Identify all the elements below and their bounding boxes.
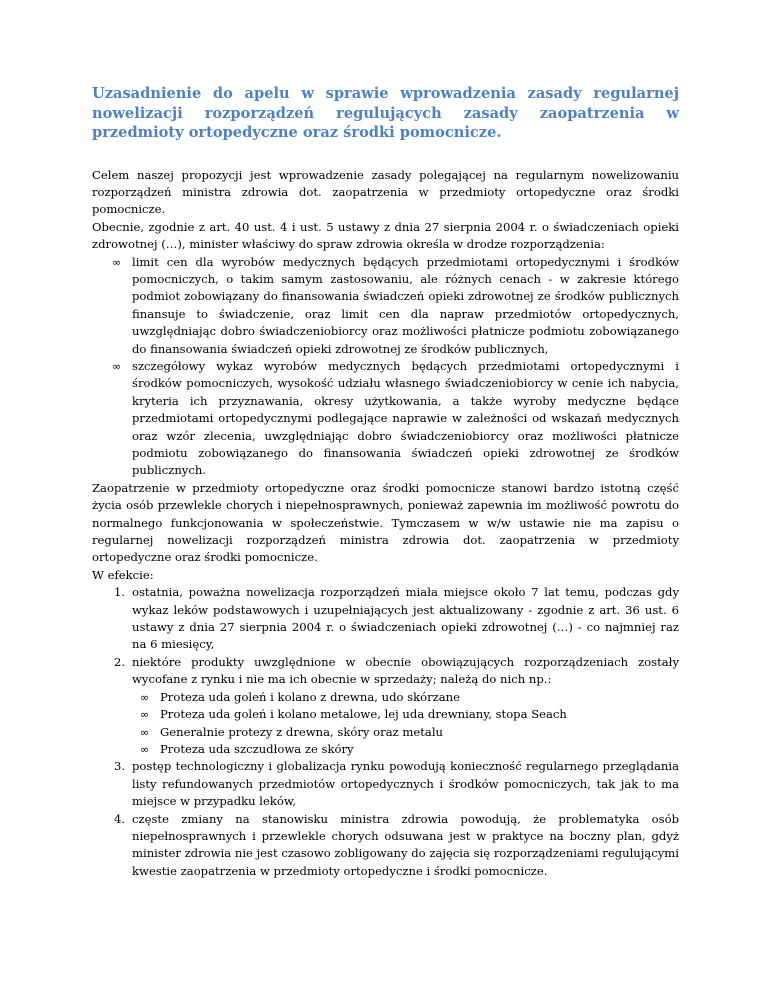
numbered-item-text: częste zmiany na stanowisku ministra zdrowia powodują, że problematyka osób niepełnosprawnych i przewlekle chorych odsuwana jest w praktyce na boczny plan, gdyż minister zdrowia nie jest czasowo zobligowany do zajęcia się rozporządzeniami regulującymi kwestie zaopatrzenia w przedmioty ortopedyczne i środki pomocnicze. <box>132 811 679 878</box>
infinity-bullet-icon: ∞ <box>140 690 150 704</box>
sublist-item-text: Proteza uda szczudłowa ze skóry <box>160 741 354 756</box>
infinity-bullet-icon: ∞ <box>140 725 150 739</box>
list-item <box>112 254 679 358</box>
paragraph-consequences-intro: W efekcie: <box>92 567 154 582</box>
item-number: 2. <box>114 654 126 669</box>
list-item-text: szczegółowy wykaz wyrobów medycznych będących przedmiotami ortopedycznymi i środków pomocniczych, wysokość udziału własnego świadczeniobiorcy w cenie ich nabycia, kryteria ich przyznawania, okresy użytkowania, a także wyroby medyczne będące przedmiotami ortopedycznymi podlegające naprawie w zależności od wskazań medycznych oraz wzór zlecenia, uwzględniając dobro świadczeniobiorcy oraz możliwości płatnicze podmiotu zobowiązanego do finansowania świadczeń opieki zdrowotnej ze środków publicznych. <box>132 358 679 478</box>
regulation-scope-list <box>92 254 679 480</box>
document-title: Uzasadnienie do apelu w sprawie wprowadzenia zasady regularnej nowelizacji rozporządzeń regulujących zasady zaopatrzenia w przedmioty ortopedyczne oraz środki pomocnicze. <box>92 85 679 141</box>
consequences-list <box>92 584 679 880</box>
numbered-item <box>114 654 679 758</box>
withdrawn-products-list <box>132 689 679 759</box>
item-number: 4. <box>114 811 126 826</box>
sublist-item-text: Generalnie protezy z drewna, skóry oraz metalu <box>160 724 443 739</box>
document-body <box>92 167 679 881</box>
sublist-item <box>140 689 679 706</box>
infinity-bullet-icon: ∞ <box>140 708 150 722</box>
list-item-text: limit cen dla wyrobów medycznych będących przedmiotami ortopedycznymi i środków pomocniczych, o takim samym zastosowaniu, ale różnych cenach - w zakresie którego podmiot zobowiązany do finansowania świadczeń opieki zdrowotnej ze środków publicznych finansuje to świadczenie, oraz limit cen dla napraw przedmiotów ortopedycznych, uwzględniając dobro świadczeniobiorcy oraz możliwości płatnicze podmiotu zobowiązanego do finansowania świadczeń opieki zdrowotnej ze środków publicznych, <box>132 254 679 356</box>
sublist-item <box>140 724 679 741</box>
infinity-bullet-icon: ∞ <box>112 255 122 269</box>
paragraph-purpose: Celem naszej propozycji jest wprowadzenie zasady polegającej na regularnym nowelizowaniu rozporządzeń ministra zdrowia dot. zaopatrzenia w przedmioty ortopedyczne oraz środki pomocnicze. <box>92 167 679 217</box>
numbered-item-text: postęp technologiczny i globalizacja rynku powodują konieczność regularnego przeglądania listy refundowanych przedmiotów ortopedycznych i środków pomocniczych, tak jak to ma miejsce w przypadku leków, <box>132 759 679 809</box>
item-number: 1. <box>114 585 126 600</box>
document-page <box>92 84 679 880</box>
sublist-item <box>140 706 679 723</box>
numbered-item <box>114 584 679 654</box>
numbered-item <box>114 811 679 881</box>
numbered-item <box>114 758 679 810</box>
infinity-bullet-icon: ∞ <box>112 359 122 373</box>
infinity-bullet-icon: ∞ <box>140 742 150 756</box>
list-item <box>112 358 679 480</box>
paragraph-legal-basis: Obecnie, zgodnie z art. 40 ust. 4 i ust. 5 ustawy z dnia 27 sierpnia 2004 r. o świadczeniach opieki zdrowotnej (…), minister właściwy do spraw zdrowia określa w drodze rozporządzenia: <box>92 219 679 252</box>
numbered-item-text: niektóre produkty uwzględnione w obecnie obowiązujących rozporządzeniach zostały wycofane z rynku i nie ma ich obecnie w sprzedaży; należą do nich np.: <box>132 654 679 687</box>
sublist-item-text: Proteza uda goleń i kolano metalowe, lej uda drewniany, stopa Seach <box>160 707 567 722</box>
paragraph-importance: Zaopatrzenie w przedmioty ortopedyczne oraz środki pomocnicze stanowi bardzo istotną część życia osób przewlekle chorych i niepełnosprawnych, ponieważ zapewnia im możliwość powrotu do normalnego funkcjonowania w społeczeństwie. Tymczasem w w/w ustawie nie ma zapisu o regularnej nowelizacji rozporządzeń ministra zdrowia dot. zaopatrzenia w przedmioty ortopedyczne oraz środki pomocnicze. <box>92 480 679 565</box>
sublist-item <box>140 741 679 758</box>
numbered-item-text: ostatnia, poważna nowelizacja rozporządzeń miała miejsce około 7 lat temu, podczas gdy wykaz leków podstawowych i uzupełniających jest aktualizowany - zgodnie z art. 36 ust. 6 ustawy z dnia 27 sierpnia 2004 r. o świadczeniach opieki zdrowotnej (…) - co najmniej raz na 6 miesięcy, <box>132 585 679 652</box>
item-number: 3. <box>114 759 126 774</box>
sublist-item-text: Proteza uda goleń i kolano z drewna, udo skórzane <box>160 689 460 704</box>
